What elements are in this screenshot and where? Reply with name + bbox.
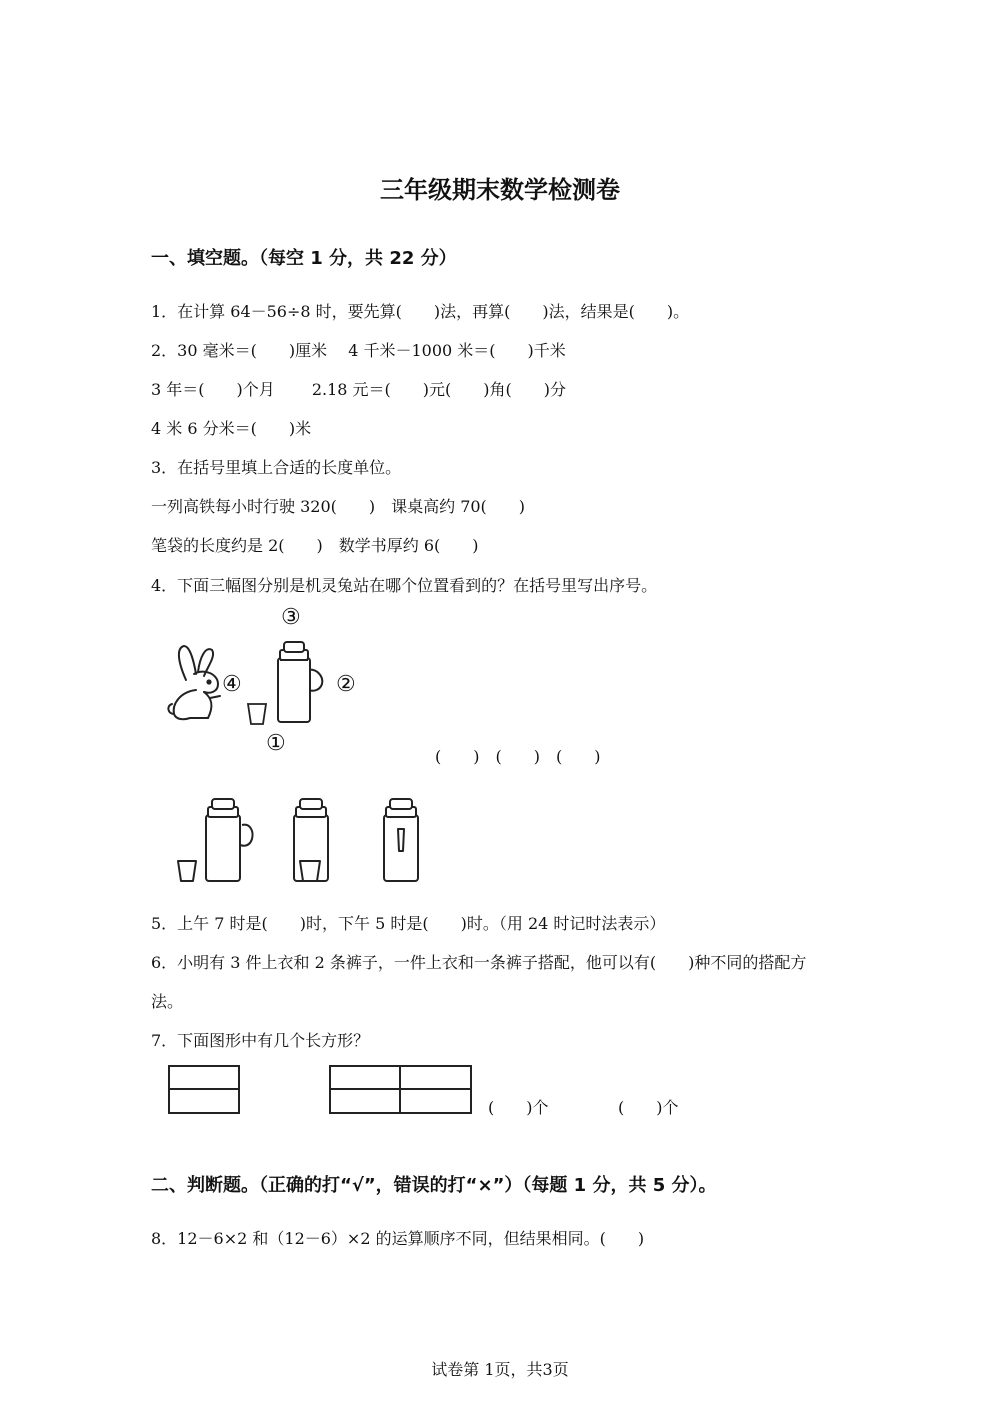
- position-label-4: ④: [222, 672, 242, 697]
- page-footer: 试卷第 1页，共3页: [431, 1360, 569, 1379]
- question-5: 5．上午 7 时是( )时，下午 5 时是( )时。（用 24 时记时法表示）: [151, 914, 666, 933]
- question-3: 3．在括号里填上合适的长度单位。: [151, 458, 402, 477]
- question-4-answer-blanks: ( ) ( ) ( ): [435, 747, 601, 766]
- question-6-line-2: 法。: [151, 992, 184, 1011]
- section-2-heading: 二、判断题。（正确的打“√”，错误的打“×”）（每题 1 分，共 5 分）。: [151, 1175, 717, 1196]
- question-2-line-1: 2．30 毫米＝( )厘米 4 千米－1000 米＝( )千米: [151, 341, 566, 360]
- view-b-thermos-icon: [294, 799, 328, 881]
- question-6-line-1: 6．小明有 3 件上衣和 2 条裤子，一件上衣和一条裤子搭配，他可以有( )种不同的搭配方: [151, 953, 807, 972]
- position-label-3: ③: [281, 605, 301, 630]
- question-8: 8．12－6×2 和（12－6）×2 的运算顺序不同，但结果相同。( ): [151, 1229, 645, 1248]
- position-label-1: ①: [266, 731, 286, 756]
- question-3-line-2: 笔袋的长度约是 2( ) 数学书厚约 6( ): [151, 536, 479, 555]
- question-7: 7．下面图形中有几个长方形？: [151, 1031, 370, 1050]
- question-7-rectangles-figure: [168, 1065, 478, 1115]
- question-1: 1．在计算 64－56÷8 时，要先算( )法，再算( )法，结果是( )。: [151, 302, 690, 321]
- cup-icon: [248, 704, 266, 724]
- question-3-line-1: 一列高铁每小时行驶 320( ) 课桌高约 70( ): [151, 497, 526, 516]
- rabbit-icon: [168, 646, 220, 719]
- figure-a-rectangle: [169, 1066, 239, 1113]
- question-4: 4．下面三幅图分别是机灵兔站在哪个位置看到的？在括号里写出序号。: [151, 576, 658, 595]
- question-2-line-2: 3 年＝( )个月 2.18 元＝( )元( )角( )分: [151, 380, 567, 399]
- question-7-answer-1: ( )个: [488, 1098, 549, 1117]
- page-title: 三年级期末数学检测卷: [380, 176, 620, 204]
- figure-b-rectangle: [330, 1066, 471, 1113]
- section-1-heading: 一、填空题。（每空 1 分，共 22 分）: [151, 248, 457, 269]
- question-7-answer-2: ( )个: [618, 1098, 679, 1117]
- question-2-line-3: 4 米 6 分米＝( )米: [151, 419, 312, 438]
- view-c-thermos-icon: [384, 799, 418, 881]
- thermos-icon: [278, 642, 322, 722]
- question-4-views-figure: [170, 795, 430, 887]
- view-a-thermos-icon: [178, 799, 253, 881]
- position-label-2: ②: [336, 672, 356, 697]
